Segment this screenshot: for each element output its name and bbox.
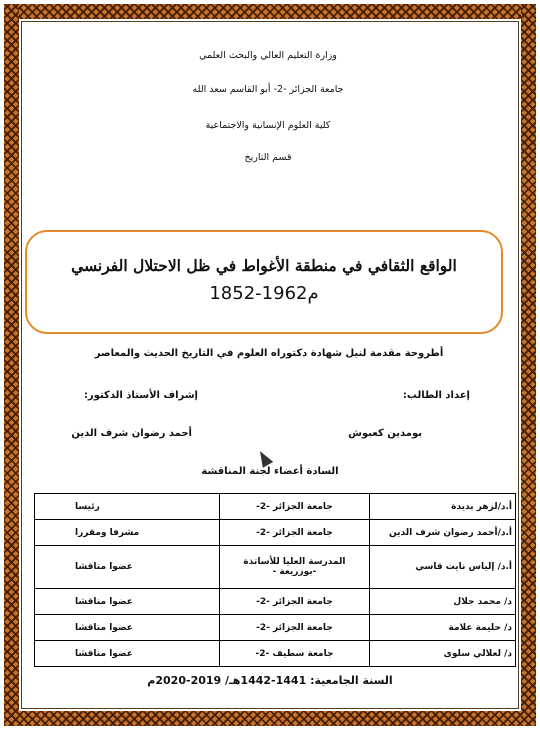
document-content xyxy=(22,22,518,708)
committee-heading: السادة أعضاء لجنة المناقشة xyxy=(201,466,339,477)
member-university: جامعة سطيف -2- xyxy=(220,641,369,667)
thesis-title: الواقع الثقافي في منطقة الأغواط في ظل الاحتلال الفرنسي xyxy=(71,256,457,275)
thesis-period: 1852-1962م xyxy=(209,283,319,304)
member-role: رئيسا xyxy=(35,494,220,520)
member-name: أ.د/أحمد رضوان شرف الدين xyxy=(369,520,515,546)
ministry-name: وزارة التعليم العالي والبحث العلمي xyxy=(199,50,337,61)
student-name: بومدين كعبوش xyxy=(348,428,422,439)
committee-row xyxy=(35,615,516,641)
member-university: جامعة الجزائر -2- xyxy=(220,494,369,520)
committee-table xyxy=(34,493,516,667)
university-name: جامعة الجزائر -2- أبو القاسم سعد الله xyxy=(192,84,344,95)
committee-row xyxy=(35,494,516,520)
member-university: جامعة الجزائر -2- xyxy=(220,589,369,615)
member-name: د/ لعلالي سلوى xyxy=(369,641,515,667)
ornamental-border-right xyxy=(521,4,536,726)
faculty-name: كلية العلوم الإنسانية والاجتماعية xyxy=(205,120,331,131)
member-name: أ.د/ إلياس نايت قاسي xyxy=(369,546,515,589)
member-university: المدرسة العليا للأساتذة -بوزريعة - xyxy=(220,546,369,589)
committee-row xyxy=(35,641,516,667)
member-name: د/ حليمة علامة xyxy=(369,615,515,641)
ornamental-border-top xyxy=(4,4,536,19)
supervisor-name: أحمد رضوان شرف الدين xyxy=(71,428,192,439)
member-university: جامعة الجزائر -2- xyxy=(220,520,369,546)
thesis-title-box xyxy=(25,230,503,334)
committee-row xyxy=(35,589,516,615)
member-role: عضوا مناقشا xyxy=(35,641,220,667)
academic-year: السنة الجامعية: 1441-1442هـ/ 2019-2020م xyxy=(147,674,393,687)
member-role: مشرفا ومقررا xyxy=(35,520,220,546)
member-name: د/ محمد جلال xyxy=(369,589,515,615)
supervisor-label: إشراف الأستاذ الدكتور: xyxy=(83,390,198,401)
ornamental-border-bottom xyxy=(4,711,536,726)
department-name: قسم التاريخ xyxy=(244,152,292,163)
thesis-subtitle: أطروحة مقدمة لنيل شهادة دكتوراه العلوم في التاريخ الحديث والمعاصر xyxy=(94,348,444,359)
member-role: عضوا مناقشا xyxy=(35,546,220,589)
member-name: أ.د/لزهر بديدة xyxy=(369,494,515,520)
committee-row xyxy=(35,520,516,546)
member-role: عضوا مناقشا xyxy=(35,589,220,615)
committee-row xyxy=(35,546,516,589)
prepared-by-label: إعداد الطالب: xyxy=(402,390,470,401)
ornamental-border-left xyxy=(4,4,19,726)
member-role: عضوا مناقشا xyxy=(35,615,220,641)
member-university: جامعة الجزائر -2- xyxy=(220,615,369,641)
